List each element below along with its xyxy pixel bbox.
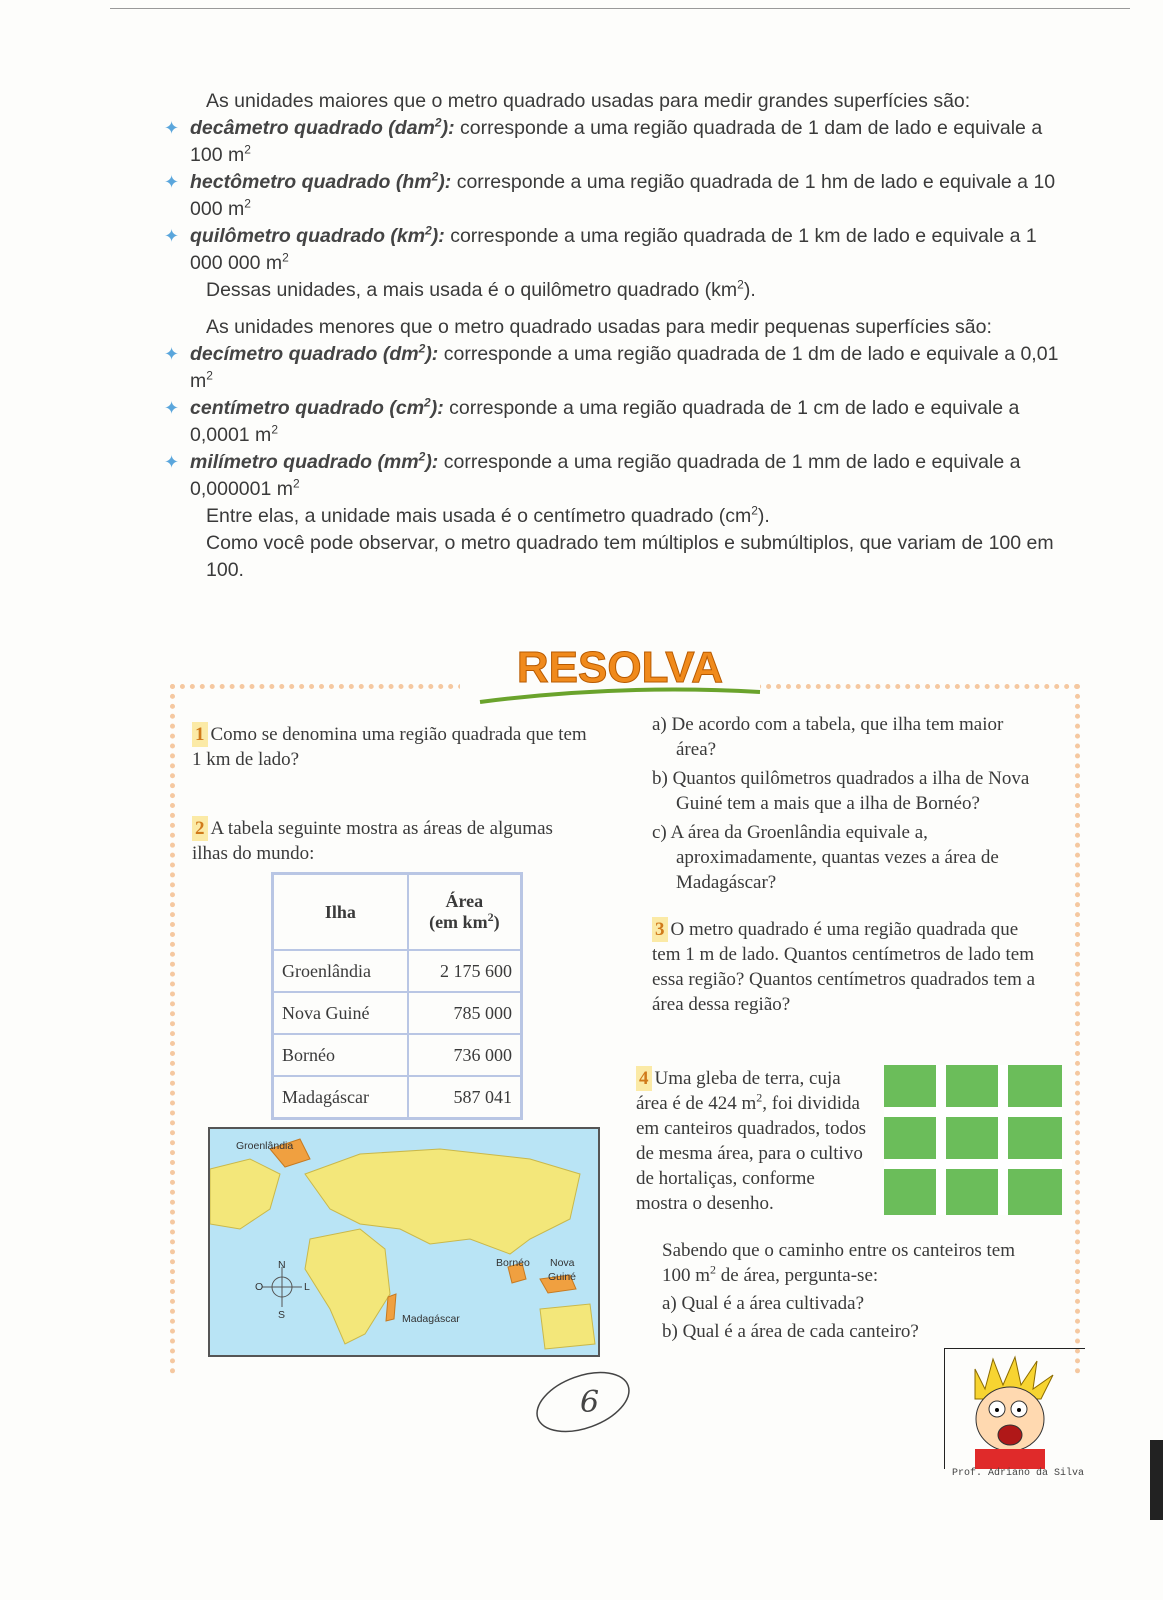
most-used-major: Dessas unidades, a mais usada é o quilômetro quadrado $(km^2)$. [206, 277, 756, 301]
world-map [208, 1127, 600, 1357]
label-borneo: Bornéo [496, 1257, 530, 1269]
madagascar-shape [386, 1294, 396, 1321]
americas-landmass [210, 1159, 280, 1229]
garden-bed [884, 1117, 936, 1159]
resolva-title [470, 640, 770, 720]
table-row: Madagáscar 587 041 [273, 1076, 522, 1119]
col-area-header: Área (em $km^2$) [408, 874, 522, 951]
right-column [652, 712, 1036, 1017]
cartoon-mouth [998, 1425, 1022, 1445]
q4-sub-b: b) Qual é a área de cada canteiro? [662, 1321, 919, 1342]
compass-l: L [304, 1281, 310, 1293]
label-greenland: Groenlândia [236, 1140, 294, 1152]
q2-sub-a: a) De acordo com a tabela, que ilha tem maior área? [652, 714, 1004, 760]
question-2: 2 A tabela seguinte mostra as áreas de algumas ilhas do mundo: [192, 818, 553, 864]
handwritten-page-number [528, 1362, 638, 1444]
compass-o: O [255, 1281, 264, 1293]
garden-bed [884, 1065, 936, 1107]
garden-bed [946, 1117, 998, 1159]
unit-dam: ✦ decâmetro quadrado (dam$^2$): corresponde a uma região quadrada de 1 dam de lado e equivale a 100 $m^2$ [164, 115, 1043, 166]
australia-landmass [540, 1304, 595, 1349]
star-bullet-icon: ✦ [164, 398, 180, 418]
garden-bed [946, 1065, 998, 1107]
unit-cm: ✦ centímetro quadrado $(cm^2)$: corresponde a uma região quadrada de 1 cm de lado e equivale a 0,0001 $m^2$ [164, 395, 1020, 446]
star-bullet-icon: ✦ [164, 226, 180, 246]
unit-hm: ✦ hectômetro quadrado $(hm^2)$: corresponde a uma região quadrada de 1 hm de lado e equivale a 10 000 $m^2$ [164, 169, 1056, 220]
resolva-title-text: RESOLVA [516, 643, 724, 692]
most-used-minor: Entre elas, a unidade mais usada é o centímetro quadrado $(cm^2)$. [206, 503, 770, 527]
table-row: Bornéo 736 000 [273, 1034, 522, 1076]
col-island-header: Ilha [273, 874, 408, 951]
q4-sub-a: a) Qual é a área cultivada? [662, 1293, 865, 1314]
q4-number: 4 [636, 1066, 652, 1091]
garden-bed [1008, 1117, 1062, 1159]
q3-number: 3 [652, 917, 668, 942]
star-bullet-icon: ✦ [164, 344, 180, 364]
label-new-guinea-a: Nova [550, 1257, 575, 1269]
compass-n: N [278, 1259, 286, 1271]
minor-units-intro: As unidades menores que o metro quadrado usadas para medir pequenas superfícies são: [206, 316, 992, 338]
left-column [192, 722, 592, 866]
garden-bed [1008, 1169, 1062, 1215]
question-1: 1 Como se denomina uma região quadrada que tem 1 km de lado? [192, 724, 587, 770]
q2-number: 2 [192, 816, 208, 841]
garden-bed [946, 1169, 998, 1215]
africa-landmass [305, 1229, 390, 1344]
star-bullet-icon: ✦ [164, 118, 180, 138]
credit-text: Prof. Adriano da Silva [952, 1468, 1085, 1479]
major-units-intro: As unidades maiores que o metro quadrado usadas para medir grandes superfícies são: [206, 90, 971, 112]
conclusion: Como você pode observar, o metro quadrado tem múltiplos e submúltiplos, que variam de 100 em 100. [206, 532, 1054, 581]
question-3: 3 O metro quadrado é uma região quadrada que tem 1 m de lado. Quantos centímetros de lado tem essa região? Quantos centímetros quadrados tem a área dessa região? [652, 919, 1036, 1015]
question-4-continued [662, 1238, 1046, 1344]
label-madagascar: Madagáscar [402, 1313, 460, 1325]
star-bullet-icon: ✦ [164, 452, 180, 472]
cartoon-shirt [975, 1449, 1045, 1469]
q2-sub-b: b) Quantos quilômetros quadrados a ilha de Nova Guiné tem a mais que a ilha de Bornéo? [652, 768, 1030, 814]
garden-plot-drawing [884, 1065, 1062, 1215]
compass-rose-icon [262, 1267, 302, 1307]
cartoon-image [944, 1348, 1085, 1469]
top-rule [110, 8, 1130, 9]
garden-bed [1008, 1065, 1062, 1107]
table-header [273, 874, 522, 951]
q2-sub-c: c) A área da Groenlândia equivale a, aproximadamente, quantas vezes a área de Madagáscar? [652, 822, 999, 893]
unit-km: ✦ quilômetro quadrado $(km^2)$: corresponde a uma região quadrada de 1 km de lado e equivale a 1 000 000 $m^2$ [164, 223, 1037, 274]
q4-path-text: Sabendo que o caminho entre os canteiros tem 100 $m^2$ de área, pergunta-se: [662, 1240, 1015, 1286]
intro-text [164, 88, 1070, 584]
question-4: 4 Uma gleba de terra, cuja área é de 424 $m^2$, foi dividida em canteiros quadrados, todos de mesma área, para o cultivo de hortaliças, conforme mostra o desenho. [636, 1068, 867, 1214]
scan-edge [1150, 1440, 1163, 1520]
page-number-text: 6 [580, 1385, 600, 1420]
star-bullet-icon: ✦ [164, 172, 180, 192]
q1-number: 1 [192, 722, 208, 747]
unit-mm: ✦ milímetro quadrado $(mm^2)$: corresponde a uma região quadrada de 1 mm de lado e equivale a 0,000001 $m^2$ [164, 449, 1021, 500]
table-row: Nova Guiné 785 000 [273, 992, 522, 1034]
table-row: Groenlândia 2 175 600 [273, 950, 522, 992]
unit-dm: ✦ decímetro quadrado $(dm^2)$: corresponde a uma região quadrada de 1 dm de lado e equivale a 0,01 $m^2$ [164, 341, 1059, 392]
label-new-guinea-b: Guiné [548, 1271, 577, 1283]
garden-bed [884, 1169, 936, 1215]
compass-s: S [278, 1309, 286, 1321]
islands-table [271, 872, 523, 1120]
